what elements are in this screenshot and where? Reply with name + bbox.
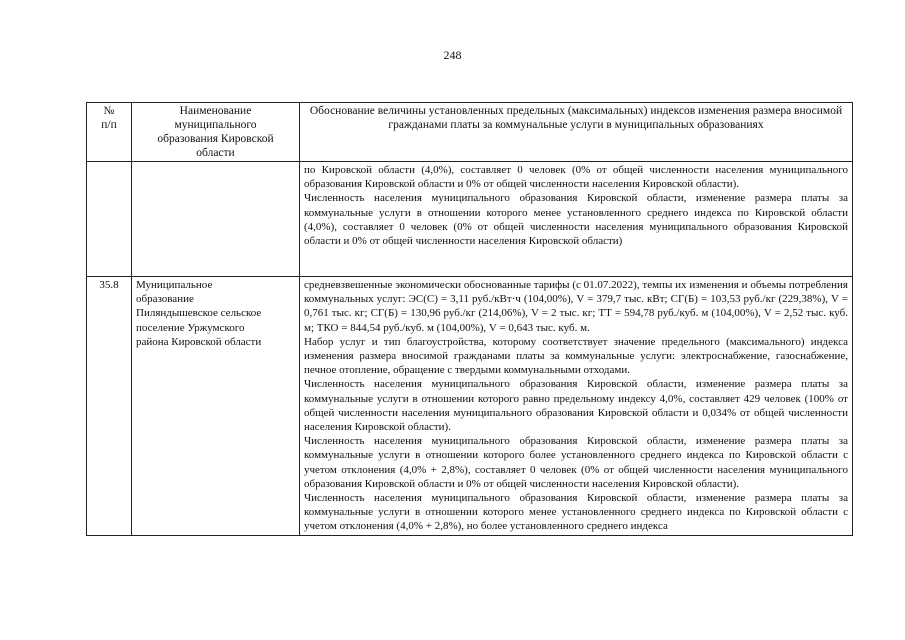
header-name-line: области [196,147,235,159]
header-number-line1: № [103,105,115,117]
paragraph: по Кировской области (4,0%), составляет 0 человек (0% от общей численности населения муниципального образования Кировской области и 0% от общей численности населения Кировской области). [304,164,848,191]
row-municipality [132,162,300,277]
paragraph-population-equal: Численность населения муниципального образования Кировской области, изменение размера платы за коммунальные услуги в отношении которого равно предельному индексу 4,0%, составляет 429 человек (100% от общей численности населения муниципального образования Кировской области и 0,034% от общей численности населения Кировской области). [304,378,848,434]
row-number [87,162,132,277]
table-row-35-8 [87,277,853,536]
municipality-name-line: Муниципальное [136,279,213,291]
header-justification: Обоснование величины установленных предельных (максимальных) индексов изменения размера вносимой гражданами платы за коммунальные услуги в муниципальных образованиях [300,103,853,162]
municipality-name-line: поселение Уржумского [136,321,245,334]
table-row-continuation [87,162,853,277]
header-name-line: муниципального [174,119,257,131]
header-municipality-name [132,103,300,162]
row-justification [300,162,853,277]
paragraph-population-above: Численность населения муниципального образования Кировской области, изменение размера платы за коммунальные услуги в отношении которого более установленного среднего индекса по Кировской области с учетом отклонения (4,0% + 2,8%), составляет 0 человек (0% от общей численности населения муниципального образования Кировской области и 0% от общей численности населения Кировской области). [304,435,848,490]
municipality-name-line: района Кировской области [136,335,262,348]
header-name-line: Наименование [179,105,252,117]
row-municipality [132,277,300,536]
tariff-justification-table [86,102,853,536]
paragraph-services: Набор услуг и тип благоустройства, которому соответствует значение предельного (максимального) индекса изменения размера вносимой гражданами платы за коммунальные услуги: электроснабжение, газоснабжение, печное отопление, обращение с твердыми коммунальными отходами. [304,335,848,377]
municipality-name-line: Пиляндышевское сельское [136,307,262,320]
paragraph-population-below: Численность населения муниципального образования Кировской области, изменение размера платы за коммунальные услуги в отношении которого менее установленного среднего индекса по Кировской области с учетом отклонения (4,0% + 2,8%), но более установленного среднего индекса [304,492,848,533]
table-header-row [87,103,853,162]
municipality-name-line: образование [136,293,194,306]
header-number-line2: п/п [101,119,117,131]
page-number: 248 [443,48,462,62]
row-justification [300,277,853,536]
header-name-line: образования Кировской [157,133,274,145]
header-number [87,103,132,162]
paragraph: Численность населения муниципального образования Кировской области, изменение размера платы за коммунальные услуги в отношении которого менее установленного среднего индекса по Кировской области (4,0%), составляет 0 человек (0% от общей численности населения муниципального образования Кировской области и 0% от общей численности населения Кировской области) [304,192,848,248]
row-number: 35.8 [87,277,132,536]
paragraph-tariffs: средневзвешенные экономически обоснованные тарифы (с 01.07.2022), темпы их изменения и объемы потребления коммунальных услуг: ЭС(С) = 3,11 руб./кВт·ч (104,00%), V = 379,7 тыс. кВт; СГ(Б) = 103,53 руб./кг (229,38%), V = 0,761 тыс. кг; СГ(Б) = 130,96 руб./кг (214,06%), V = 2 тыс. кг; ТТ = 594,78 руб./куб. м (104,00%), V = 2,52 тыс. куб. м; ТКО = 844,54 руб./куб. м (104,00%), V = 0,643 тыс. куб. м. [304,279,848,334]
